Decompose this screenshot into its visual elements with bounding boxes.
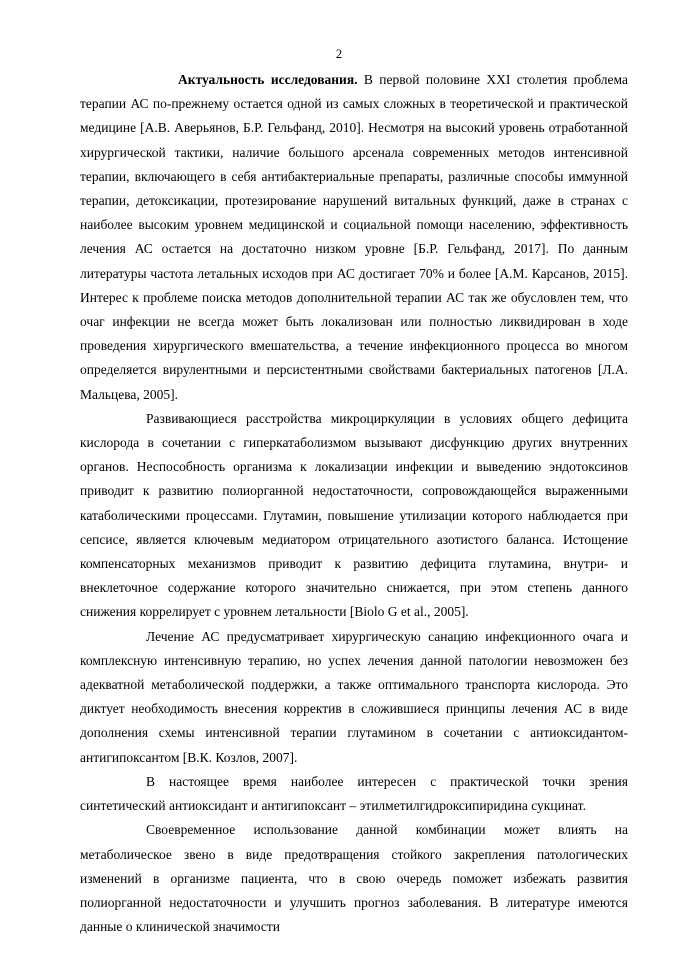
document-body bbox=[80, 68, 628, 939]
paragraph-text: В первой половине XXI столетия проблема терапии АС по-прежнему остается одной из самых сложных в теоретической и практической медицине [А.В. Аверьянов, Б.Р. Гельфанд, 2010]. Несмотря на высокий уровень отработанной хирургической тактики, наличие большого арсенала современных методов интенсивной терапии, включающего в себя антибактериальные препараты, различные способы иммунной терапии, детоксикации, протезирование нарушений витальных функций, даже в странах с наиболее высоким уровнем медицинской и социальной помощи населению, эффективность лечения АС остается на достаточно низком уровне [Б.Р. Гельфанд, 2017]. По данным литературы частота летальных исходов при АС достигает 70% и более [А.М. Карсанов, 2015]. Интерес к проблеме поиска методов дополнительной терапии АС так же обусловлен тем, что очаг инфекции не всегда может быть локализован или полностью ликвидирован в ходе проведения хирургического вмешательства, а течение инфекционного процесса во многом определяется вирулентными и персистентными свойствами бактериальных патогенов [Л.А. Мальцева, 2005]. bbox=[80, 72, 628, 402]
paragraph-antioxidant: В настоящее время наиболее интересен с практической точки зрения синтетический антиоксидант и антигипоксант – этилметилгидроксипиридина сукцинат. bbox=[80, 773, 628, 814]
paragraph-microcirculation: Развивающиеся расстройства микроциркуляции в условиях общего дефицита кислорода в сочетании с гиперкатаболизмом вызывают дисфункцию других внутренних органов. Неспособность организма к локализации инфекции и выведению эндотоксинов приводит к развитию полиорганной недостаточности, сопровождающейся выраженными катаболическими процессами. Глутамин, повышение утилизации которого наблюдается при сепсисе, является ключевым медиатором отрицательного азотистого баланса. Истощение компенсаторных механизмов приводит к развитию дефицита глутамина, внутри- и внеклеточное содержание которого значительно снижается, при этом степень данного снижения коррелирует с уровнем летальности [Biolo G et al., 2005]. bbox=[80, 410, 628, 620]
paragraph-relevance bbox=[80, 68, 628, 407]
paragraph-treatment: Лечение АС предусматривает хирургическую санацию инфекционного очага и комплексную интенсивную терапию, но успех лечения данной патологии невозможен без адекватной метаболической поддержки, а также оптимального транспорта кислорода. Это диктует необходимость внесения корректив в сложившиеся принципы лечения АС в виде дополнения схемы интенсивной терапии глутамином в сочетании с антиоксидантом-антигипоксантом [В.К. Козлов, 2007]. bbox=[80, 628, 628, 765]
page-number: 2 bbox=[335, 47, 343, 61]
paragraph-combination: Своевременное использование данной комбинации может влиять на метаболическое звено в виде предотвращения стойкого закрепления патологических изменений в организме пациента, что в свою очередь поможет избежать развития полиорганной недостаточности и улучшить прогноз заболевания. В литературе имеются данные о клинической значимости bbox=[80, 822, 628, 935]
section-lead-heading: Актуальность исследования. bbox=[178, 72, 358, 87]
